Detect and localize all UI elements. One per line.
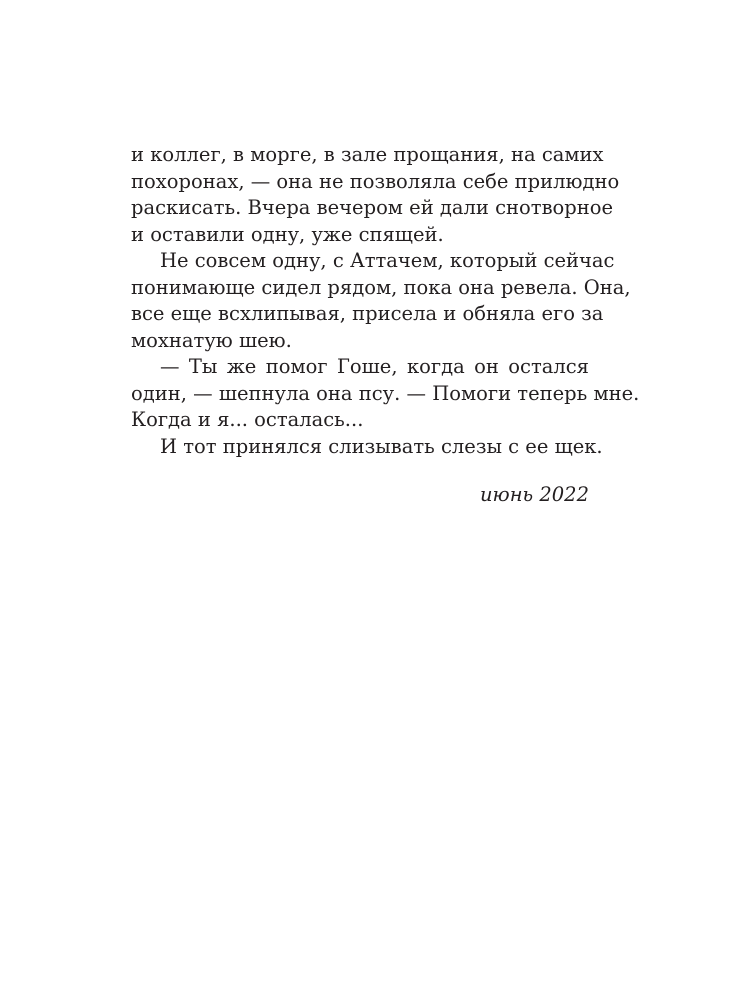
text-line: все еще всхлипывая, присела и обняла его за [131, 302, 604, 325]
paragraph-1 [131, 142, 620, 248]
paragraph-4 [131, 434, 603, 461]
text-line: Когда и я... осталась... [131, 408, 364, 431]
date-signature: июнь 2022 [479, 483, 589, 506]
body-text [131, 142, 640, 460]
text-line: похоронах, — она не позволяла себе прилюдно [131, 169, 620, 193]
text-line: раскисать. Вчера вечером ей дали снотворное [131, 196, 614, 219]
text-line: понимающе сидел рядом, пока она ревела. Она, [131, 275, 631, 299]
text-line: и оставили одну, уже спящей. [131, 222, 444, 246]
text-line: — Ты же помог Гоше, когда он остался [160, 355, 589, 378]
text-line: Не совсем одну, с Аттачем, который сейчас [160, 249, 615, 272]
paragraph-3 [131, 354, 640, 434]
text-line: И тот принялся слизывать слезы с ее щек. [160, 434, 603, 458]
text-line: и коллег, в морге, в зале прощания, на самих [131, 143, 604, 166]
paragraph-2 [131, 248, 631, 354]
text-line: один, — шепнула она псу. — Помоги теперь мне. [131, 381, 640, 405]
text-line: мохнатую шею. [131, 328, 292, 352]
